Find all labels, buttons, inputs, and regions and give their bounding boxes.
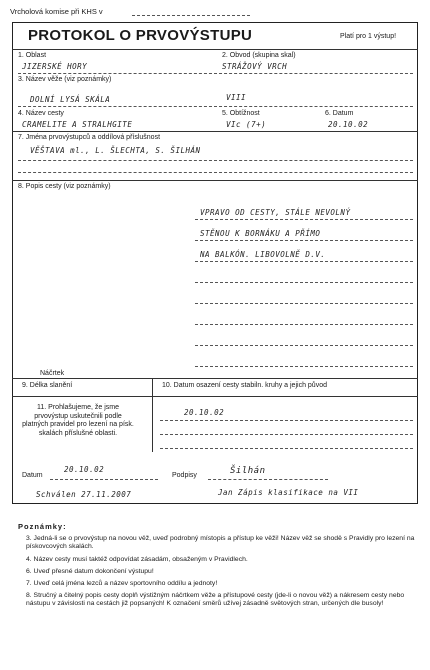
notes-heading: Poznámky: xyxy=(18,522,67,531)
field-8-line-3: NA BALKÓN. LIBOVOLNĚ D.V. xyxy=(200,250,326,259)
field-3-mark: VIII xyxy=(226,93,247,102)
row-3-line xyxy=(18,106,413,107)
desc-line-2 xyxy=(195,240,413,241)
field-10-label: 10. Datum osazení cesty stabiln. kruhy a jejich původ xyxy=(162,382,327,389)
note-item-7: 7. Uveď celá jména lezců a název sportovního oddílu a jednoty! xyxy=(26,580,218,587)
row-7-divider xyxy=(12,180,418,181)
row-10-line-c xyxy=(160,448,413,449)
approval-stamp: Schválen 27.11.2007 xyxy=(36,490,132,499)
row-9-divider-v xyxy=(152,378,153,397)
desc-line-3 xyxy=(195,261,413,262)
field-8-line-2: STĚNOU K BORNÁKU A PŘÍMO xyxy=(200,229,321,238)
desc-line-5 xyxy=(195,303,413,304)
note-item-6: 6. Uveď přesné datum dokončení výstupu! xyxy=(26,568,154,575)
field-8-line-1: VPRAVO OD CESTY, STÁLE NEVOLNÝ xyxy=(200,208,351,217)
desc-line-4 xyxy=(195,282,413,283)
field-11-label: 11. Prohlašujeme, že jsme prvovýstup uskutečnili podle platných pravidel pro lezení na písk. skalách příslušné oblasti. xyxy=(22,404,134,437)
field-9-label: 9. Délka slanění xyxy=(22,382,73,389)
field-4-value: CRAMELITE A STRALHGITE xyxy=(22,120,133,129)
desc-line-1 xyxy=(195,219,413,220)
approval-note: Jan Zápis klasifikace na VII xyxy=(218,488,359,497)
note-item-4: 4. Název cesty musí taktéž odpovídat zásadám, obsaženým v Pravidlech. xyxy=(26,556,248,563)
row-8-divider xyxy=(12,378,418,379)
note-item-8: 8. Stručný a čitelný popis cesty doplň výstižným náčrtkem věže a přístupové cesty (jde-li o novou věž) a nákresem cesty nebo nástupu v závislosti na cestách již popsaných! K označení směrů užívej zásadně světových stran, určených dle busoly! xyxy=(26,592,405,608)
field-7-label: 7. Jména prvovýstupců a oddílová příslušnost xyxy=(18,134,161,141)
field-6-value: 20.10.02 xyxy=(328,120,369,129)
row-10-line-b xyxy=(160,434,413,435)
row-7-line-a xyxy=(18,160,413,161)
row-4-line xyxy=(12,131,418,132)
field-2-value: STRÁŽOVÝ VRCH xyxy=(222,62,288,71)
signatures-value: Šilhán xyxy=(230,466,266,476)
desc-line-7 xyxy=(195,345,413,346)
note-item-3: 3. Jedná-li se o prvovýstup na novou věž, uveď podrobný místopis a přístup ke věži! Název věž se shodě s Pravidly pro lezení na pískovcových skalách. xyxy=(26,535,415,551)
committee-line xyxy=(132,15,250,16)
signatures-label: Podpisy xyxy=(172,472,197,479)
date-line xyxy=(50,479,158,480)
field-1-label: 1. Oblast xyxy=(18,52,47,59)
field-2-label: 2. Obvod (skupina skal) xyxy=(222,52,296,59)
title-divider xyxy=(12,49,418,50)
field-3-label: 3. Název věže (viz poznámky) xyxy=(18,76,112,83)
row-7-line-b xyxy=(18,172,413,173)
desc-line-6 xyxy=(195,324,413,325)
row-9-line xyxy=(12,396,418,397)
date-value: 20.10.02 xyxy=(64,465,105,474)
field-4-label: 4. Název cesty xyxy=(18,110,64,117)
row-10-line-a xyxy=(160,420,413,421)
field-5-value: VIc (7+) xyxy=(226,120,267,129)
field-8-label: 8. Popis cesty (viz poznámky) xyxy=(18,183,111,190)
field-7-value: VĚŠTAVA ml., L. ŠLECHTA, S. ŠILHÁN xyxy=(30,146,201,155)
field-1-value: JIZERSKÉ HORY xyxy=(22,62,88,71)
field-3-value: DOLNÍ LYSÁ SKÁLA xyxy=(30,95,111,104)
desc-line-8 xyxy=(195,366,413,367)
field-6-label: 6. Datum xyxy=(325,110,354,117)
field-10-value: 20.10.02 xyxy=(184,408,225,417)
signatures-line xyxy=(208,479,328,480)
committee-label: Vrcholová komise při KHS v xyxy=(10,7,103,16)
field-5-label: 5. Obtížnost xyxy=(222,110,260,117)
date-label: Datum xyxy=(22,472,43,479)
row-1-line xyxy=(18,73,413,74)
form-title: PROTOKOL O PRVOVÝSTUPU xyxy=(28,27,253,44)
row-11-divider-v xyxy=(152,396,153,452)
copies-note: Platí pro 1 výstup! xyxy=(340,33,397,40)
sketch-label: Náčrtek xyxy=(40,370,65,377)
